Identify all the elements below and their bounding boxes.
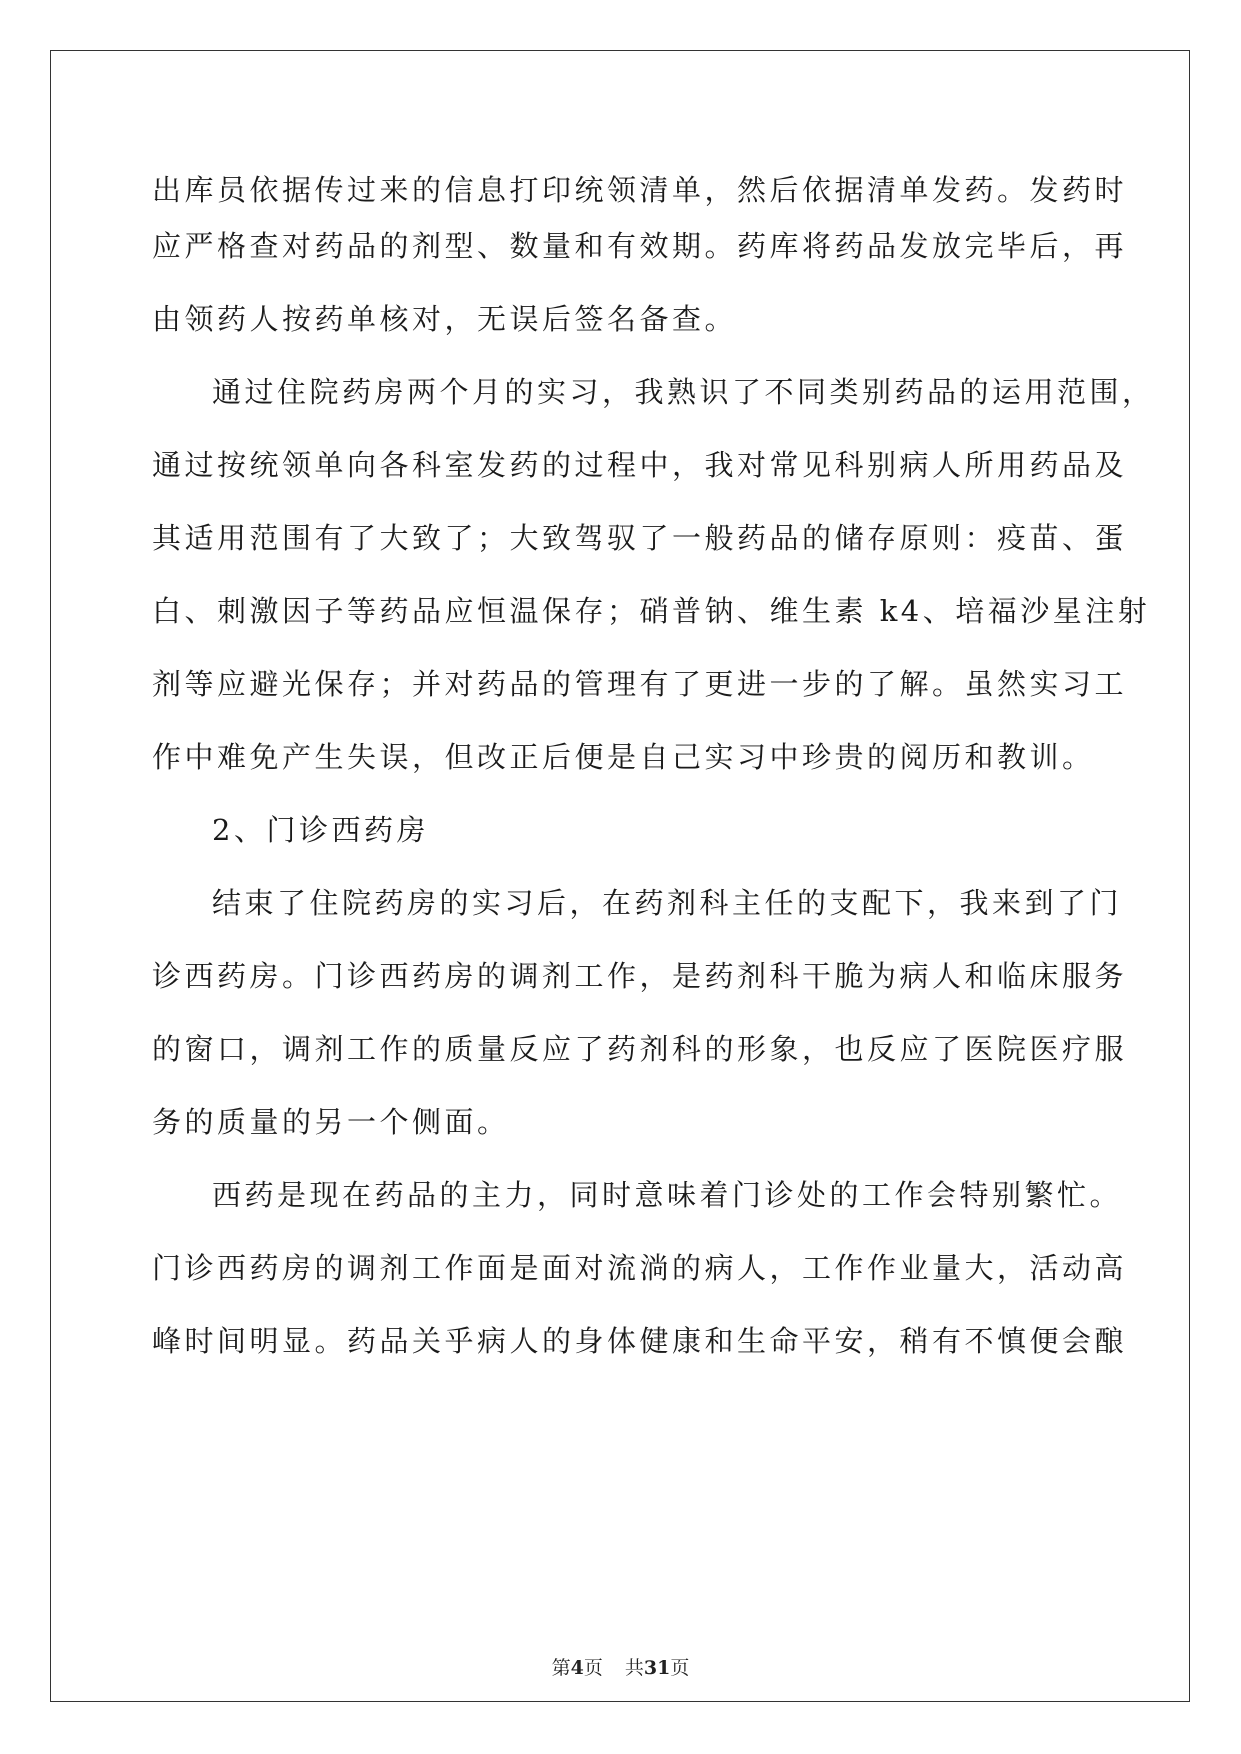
paragraph-first-line: 西药是现在药品的主力，同时意味着门诊处的工作会特别繁忙。: [212, 1178, 1123, 1212]
total-unit: 页: [670, 1657, 690, 1679]
section-heading: 2、门诊西药房: [212, 813, 429, 847]
body-line: 峰时间明显。药品关乎病人的身体健康和生命平安，稍有不慎便会酿: [152, 1324, 1128, 1358]
body-line: 其适用范围有了大致了；大致驾驭了一般药品的储存原则：疫苗、蛋: [152, 521, 1128, 555]
body-line: 应严格查对药品的剂型、数量和有效期。药库将药品发放完毕后，再: [152, 229, 1128, 263]
paragraph-first-line: 结束了住院药房的实习后，在药剂科主任的支配下，我来到了门: [212, 886, 1123, 920]
page-total: 31: [643, 1657, 671, 1679]
paragraph-first-line: 通过住院药房两个月的实习，我熟识了不同类别药品的运用范围，: [212, 375, 1155, 409]
body-line: 通过按统领单向各科室发药的过程中，我对常见科别病人所用药品及: [152, 448, 1128, 482]
body-line: 剂等应避光保存；并对药品的管理有了更进一步的了解。虽然实习工: [152, 667, 1128, 701]
body-line: 的窗口，调剂工作的质量反应了药剂科的形象，也反应了医院医疗服: [152, 1032, 1128, 1066]
body-line: 出库员依据传过来的信息打印统领清单，然后依据清单发药。发药时: [152, 173, 1128, 207]
body-line: 白、刺激因子等药品应恒温保存；硝普钠、维生素 k4、培福沙星注射: [152, 594, 1151, 628]
body-line: 由领药人按药单核对，无误后签名备查。: [152, 302, 738, 336]
body-line: 诊西药房。门诊西药房的调剂工作，是药剂科干脆为病人和临床服务: [152, 959, 1128, 993]
page-border: [50, 50, 1190, 1702]
page-prefix: 第: [551, 1657, 571, 1679]
body-line: 务的质量的另一个侧面。: [152, 1105, 510, 1139]
page-unit: 页: [583, 1657, 603, 1679]
body-line: 作中难免产生失误，但改正后便是自己实习中珍贵的阅历和教训。: [152, 740, 1095, 774]
body-line: 门诊西药房的调剂工作面是面对流淌的病人，工作作业量大，活动高: [152, 1251, 1128, 1285]
page-footer: [0, 1656, 1241, 1680]
total-prefix: 共: [624, 1657, 644, 1679]
page-number: 4: [570, 1657, 584, 1679]
